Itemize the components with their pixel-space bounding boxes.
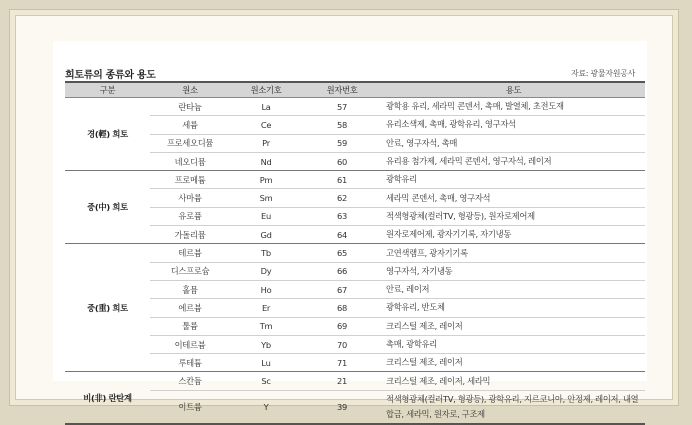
element-use: 광학유리 bbox=[382, 171, 645, 189]
element-name: 프로세오디뮴 bbox=[150, 134, 230, 152]
element-name: 사마륨 bbox=[150, 189, 230, 207]
atomic-number: 60 bbox=[302, 152, 382, 170]
group-label: 비(非) 란탄계 bbox=[65, 372, 150, 424]
element-use: 광학용 유리, 세라믹 콘덴서, 촉매, 발열체, 초전도재 bbox=[382, 98, 645, 116]
table-row bbox=[65, 280, 645, 298]
header-symbol: 원소기호 bbox=[230, 82, 302, 98]
atomic-number: 58 bbox=[302, 116, 382, 134]
element-use: 안료, 영구자석, 촉매 bbox=[382, 134, 645, 152]
element-name: 이트륨 bbox=[150, 390, 230, 424]
table-row bbox=[65, 335, 645, 353]
element-use: 유리용 첨가제, 세라믹 콘덴서, 영구자석, 레이저 bbox=[382, 152, 645, 170]
header-row bbox=[65, 82, 645, 98]
table-row bbox=[65, 372, 645, 390]
group-label: 경(輕) 희토 bbox=[65, 98, 150, 171]
element-name: 란타늄 bbox=[150, 98, 230, 116]
element-name: 유로퓸 bbox=[150, 207, 230, 225]
atomic-number: 67 bbox=[302, 280, 382, 298]
atomic-number: 57 bbox=[302, 98, 382, 116]
atomic-number: 70 bbox=[302, 335, 382, 353]
atomic-number: 65 bbox=[302, 244, 382, 262]
atomic-number: 63 bbox=[302, 207, 382, 225]
element-symbol: Ho bbox=[230, 280, 302, 298]
element-symbol: Pm bbox=[230, 171, 302, 189]
element-name: 이테르븀 bbox=[150, 335, 230, 353]
element-use: 적색형광체(컬러TV, 형광등), 원자로제어제 bbox=[382, 207, 645, 225]
table-title: 희토류의 종류와 용도 bbox=[65, 70, 156, 81]
element-use: 적색형광체(컬러TV, 형광등), 광학유리, 지르코니아, 안정제, 레이저, 내열합금, 세라믹, 원자로, 구조제 bbox=[382, 390, 645, 424]
element-symbol: Pr bbox=[230, 134, 302, 152]
element-symbol: Ce bbox=[230, 116, 302, 134]
element-use: 크리스털 제조, 레이저 bbox=[382, 354, 645, 372]
rare-earth-table bbox=[65, 81, 645, 425]
header-use: 용도 bbox=[382, 82, 645, 98]
document-sheet bbox=[53, 41, 647, 419]
element-name: 홀뮴 bbox=[150, 280, 230, 298]
table-row bbox=[65, 207, 645, 225]
table-row bbox=[65, 98, 645, 116]
element-symbol: La bbox=[230, 98, 302, 116]
group-label: 중(中) 희토 bbox=[65, 171, 150, 244]
table-row bbox=[65, 262, 645, 280]
element-symbol: Er bbox=[230, 299, 302, 317]
atomic-number: 71 bbox=[302, 354, 382, 372]
table-row bbox=[65, 152, 645, 170]
element-symbol: Lu bbox=[230, 354, 302, 372]
element-symbol: Tm bbox=[230, 317, 302, 335]
outer-frame bbox=[9, 9, 679, 419]
element-use: 촉매, 광학유리 bbox=[382, 335, 645, 353]
element-symbol: Sc bbox=[230, 372, 302, 390]
element-use: 안료, 레이저 bbox=[382, 280, 645, 298]
table-row bbox=[65, 354, 645, 372]
element-use: 원자로제어제, 광자기기록, 자기냉동 bbox=[382, 226, 645, 244]
table-row bbox=[65, 244, 645, 262]
element-name: 세륨 bbox=[150, 116, 230, 134]
element-name: 네오디뮴 bbox=[150, 152, 230, 170]
element-name: 스칸듐 bbox=[150, 372, 230, 390]
table-row bbox=[65, 116, 645, 134]
atomic-number: 59 bbox=[302, 134, 382, 152]
source-note: 자료: 광물자원공사 bbox=[570, 69, 635, 78]
element-symbol: Nd bbox=[230, 152, 302, 170]
atomic-number: 69 bbox=[302, 317, 382, 335]
header-atomic-number: 원자번호 bbox=[302, 82, 382, 98]
table-row bbox=[65, 171, 645, 189]
element-symbol: Tb bbox=[230, 244, 302, 262]
table-row bbox=[65, 226, 645, 244]
element-symbol: Yb bbox=[230, 335, 302, 353]
atomic-number: 39 bbox=[302, 390, 382, 424]
atomic-number: 62 bbox=[302, 189, 382, 207]
table-row bbox=[65, 317, 645, 335]
element-use: 크리스털 제조, 레이저, 세라믹 bbox=[382, 372, 645, 390]
element-use: 고연색램프, 광자기기록 bbox=[382, 244, 645, 262]
element-name: 디스프로슘 bbox=[150, 262, 230, 280]
table-row bbox=[65, 299, 645, 317]
atomic-number: 21 bbox=[302, 372, 382, 390]
inner-frame bbox=[15, 15, 673, 419]
element-name: 테르븀 bbox=[150, 244, 230, 262]
element-symbol: Gd bbox=[230, 226, 302, 244]
element-symbol: Dy bbox=[230, 262, 302, 280]
element-symbol: Y bbox=[230, 390, 302, 424]
element-use: 세라믹 콘덴서, 촉매, 영구자석 bbox=[382, 189, 645, 207]
header-category: 구분 bbox=[65, 82, 150, 98]
element-name: 가돌리뮴 bbox=[150, 226, 230, 244]
group-label: 중(重) 희토 bbox=[65, 244, 150, 372]
table-row bbox=[65, 134, 645, 152]
element-name: 프로메튬 bbox=[150, 171, 230, 189]
element-use: 크리스털 제조, 레이저 bbox=[382, 317, 645, 335]
atomic-number: 68 bbox=[302, 299, 382, 317]
element-use: 영구자석, 자기냉동 bbox=[382, 262, 645, 280]
element-symbol: Eu bbox=[230, 207, 302, 225]
element-name: 에르븀 bbox=[150, 299, 230, 317]
element-symbol: Sm bbox=[230, 189, 302, 207]
atomic-number: 66 bbox=[302, 262, 382, 280]
table-row bbox=[65, 189, 645, 207]
element-use: 광학유리, 반도체 bbox=[382, 299, 645, 317]
header-element: 원소 bbox=[150, 82, 230, 98]
atomic-number: 61 bbox=[302, 171, 382, 189]
element-name: 루테튬 bbox=[150, 354, 230, 372]
element-name: 툴륨 bbox=[150, 317, 230, 335]
atomic-number: 64 bbox=[302, 226, 382, 244]
element-use: 유리소색제, 촉매, 광학유리, 영구자석 bbox=[382, 116, 645, 134]
